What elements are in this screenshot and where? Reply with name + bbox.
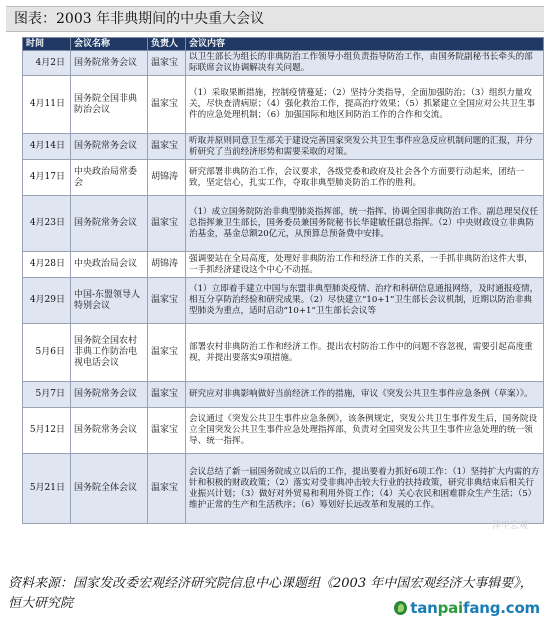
table-row [23, 76, 544, 134]
row-leader: 温家宝 [148, 51, 186, 76]
leaf-logo-icon [394, 601, 407, 615]
watermark-text: tanpaifang.com [410, 599, 540, 617]
table-row [23, 134, 544, 160]
table-row [23, 252, 544, 278]
row-date: 5月12日 [23, 408, 71, 454]
table-row [23, 408, 544, 454]
row-date: 4月2日 [23, 51, 71, 76]
row-content: 强调要站在全局高度，处理好非典防治工作和经济工作的关系，一手抓非典防治这件大事，一手抓经济建设这个中心不动摇。 [186, 252, 544, 278]
row-date: 4月23日 [23, 196, 71, 252]
row-meeting: 中国-东盟领导人特别会议 [71, 278, 148, 324]
row-date: 4月11日 [23, 76, 71, 134]
row-leader: 温家宝 [148, 382, 186, 408]
row-leader: 温家宝 [148, 278, 186, 324]
row-content: 部署农村非典防治工作和经济工作。提出农村防治工作中的问题不容忽视，需要引起高度重视，并提出要落实9项措施。 [186, 324, 544, 382]
column-header-content: 会议内容 [186, 38, 544, 51]
table-row [23, 324, 544, 382]
table-row [23, 160, 544, 196]
row-leader: 温家宝 [148, 134, 186, 160]
column-header-meeting: 会议名称 [71, 38, 148, 51]
figure-title: 图表：2003 年非典期间的中央重大会议 [6, 6, 544, 32]
row-leader: 温家宝 [148, 196, 186, 252]
row-date: 5月6日 [23, 324, 71, 382]
row-content: 研究部署非典防治工作，会议要求，各级党委和政府及社会各个方面要行动起来，团结一致，坚定信心，扎实工作，夺取非典型肺炎防治工作的胜利。 [186, 160, 544, 196]
row-meeting: 中央政治局会议 [71, 252, 148, 278]
row-leader: 温家宝 [148, 324, 186, 382]
row-leader: 温家宝 [148, 408, 186, 454]
row-date: 5月21日 [23, 454, 71, 524]
table-row [23, 196, 544, 252]
ghost-watermark: 泽平宏观 [491, 521, 528, 531]
row-content: （1）立即着手建立中国与东盟非典型肺炎疫情、治疗和科研信息通报网络，及时通报疫情，相互分享防治经验和研究成果。（2）尽快建立“10+1”卫生部长会议机制，近期以防治非典型肺炎为重点，适时启动“10+1”卫生部长会议等 [186, 278, 544, 324]
row-date: 4月17日 [23, 160, 71, 196]
row-date: 4月29日 [23, 278, 71, 324]
row-content: 研究应对非典影响做好当前经济工作的措施，审议《突发公共卫生事件应急条例（草案）》。 [186, 382, 544, 408]
table-row [23, 382, 544, 408]
row-meeting: 国务院常务会议 [71, 51, 148, 76]
table-row [23, 278, 544, 324]
row-meeting: 国务院全国非典防治会议 [71, 76, 148, 134]
row-date: 5月7日 [23, 382, 71, 408]
row-date: 4月14日 [23, 134, 71, 160]
row-content: 会议通过《突发公共卫生事件应急条例》，该条例规定，突发公共卫生事件发生后，国务院设立全国突发公共卫生事件应急处理指挥部，负责对全国突发公共卫生事件应急处理的统一领导、统一指挥。 [186, 408, 544, 454]
row-meeting: 国务院常务会议 [71, 408, 148, 454]
row-date: 4月28日 [23, 252, 71, 278]
row-leader: 胡锦涛 [148, 160, 186, 196]
row-meeting: 国务院常务会议 [71, 196, 148, 252]
row-meeting: 国务院常务会议 [71, 134, 148, 160]
column-header-date: 时间 [23, 38, 71, 51]
column-header-leader: 负责人 [148, 38, 186, 51]
row-meeting: 国务院常务会议 [71, 382, 148, 408]
row-content: 以卫生部长为组长的非典防治工作领导小组负责指导防治工作，由国务院副秘书长牵头的部际联席会议协调解决有关问题。 [186, 51, 544, 76]
meetings-table [22, 37, 544, 524]
row-meeting: 国务院全国农村非典工作防治电视电话会议 [71, 324, 148, 382]
table-header-row [23, 38, 544, 51]
row-leader: 胡锦涛 [148, 252, 186, 278]
row-leader: 温家宝 [148, 454, 186, 524]
row-content: （1）成立国务院防治非典型肺炎指挥部，统一指挥、协调全国非典防治工作。副总理吴仪任总指挥兼卫生部长，国务委员兼国务院秘书长华建敏任副总指挥。（2）中央财政设立非典防治基金，基金总额20亿元，从预算总预备费中安排。 [186, 196, 544, 252]
row-meeting: 中央政治局常委会 [71, 160, 148, 196]
row-leader: 温家宝 [148, 76, 186, 134]
table-row [23, 51, 544, 76]
site-watermark [394, 597, 540, 619]
source-note: 资料来源：国家发改委宏观经济研究院信息中心课题组《2003 年中国宏观经济大事辑要》，恒大研究院 [8, 576, 533, 611]
row-meeting: 国务院全体会议 [71, 454, 148, 524]
row-content: 会议总结了新一届国务院成立以后的工作，提出要着力抓好6项工作：（1）坚持扩大内需的方针和积极的财政政策；（2）落实对受非典冲击较大行业的扶持政策，研究非典结束后相关行业振兴计划；（3）做好对外贸易和利用外资工作；（4）关心农民和困难群众生产生活；（5）维护正常的生产和生活秩序；（6）筹划好长远改革和发展的工作。 [186, 454, 544, 524]
row-content: （1）采取果断措施，控制疫情蔓延；（2）坚持分类指导，全面加强防治；（3）组织力量攻关，尽快查清病原；（4）强化救治工作，提高治疗效果；（5）抓紧建立全国应对公共卫生事件的应急处理机制；（6）加强国际和地区间防治工作的合作和交流。 [186, 76, 544, 134]
row-content: 听取并原则同意卫生部关于建设完善国家突发公共卫生事件应急反应机制问题的汇报，并分析研究了当前经济形势和需要采取的对策。 [186, 134, 544, 160]
table-row [23, 454, 544, 524]
